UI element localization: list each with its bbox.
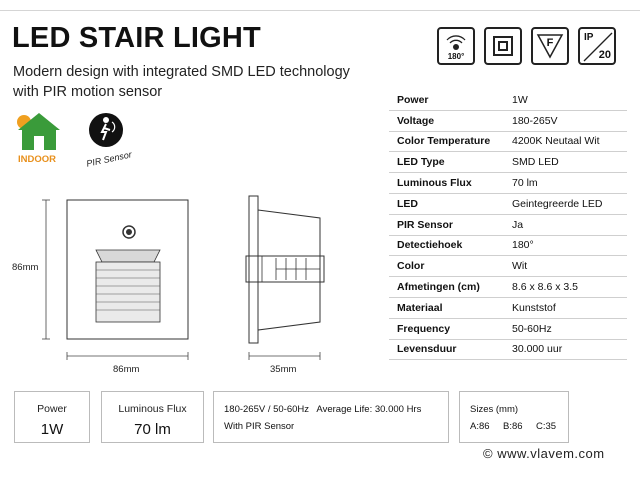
info-line-2: With PIR Sensor (224, 421, 295, 432)
pir-label: PIR Sensor (85, 149, 133, 169)
f-mark-icon (531, 27, 569, 65)
power-title: Power (37, 403, 67, 415)
watermark: © www.vlavem.com (483, 446, 605, 461)
depth-dimension-label: 35mm (270, 364, 297, 375)
spec-value: 4200K Neutaal Wit (504, 131, 627, 152)
info-box (213, 391, 449, 443)
subtitle-line-2: with PIR motion sensor (13, 84, 163, 100)
side-view (246, 196, 324, 343)
spec-key: Color Temperature (389, 131, 504, 152)
width-dimension-line (67, 352, 188, 360)
spec-row (389, 152, 627, 173)
spec-value: Ja (504, 214, 627, 235)
spec-row (389, 339, 627, 360)
flux-value: 70 lm (134, 421, 171, 438)
sizes-box (459, 391, 569, 443)
spec-value: 8.6 x 8.6 x 3.5 (504, 277, 627, 298)
spec-value: SMD LED (504, 152, 627, 173)
spec-row (389, 90, 627, 110)
ip-prefix: IP (584, 32, 594, 43)
spec-key: PIR Sensor (389, 214, 504, 235)
spec-key: Luminous Flux (389, 173, 504, 194)
power-box (14, 391, 90, 443)
spec-row (389, 256, 627, 277)
spec-row (389, 193, 627, 214)
spec-value: 30.000 uur (504, 339, 627, 360)
front-view (67, 200, 188, 339)
size-b: B:86 (503, 421, 523, 432)
spec-key: Power (389, 90, 504, 110)
luminous-flux-box (101, 391, 204, 443)
spec-value: 1W (504, 90, 627, 110)
page-title: LED STAIR LIGHT (12, 22, 261, 54)
height-dimension-label: 86mm (12, 262, 39, 273)
size-c: C:35 (536, 421, 557, 432)
f-label: F (546, 37, 554, 49)
technical-drawing (0, 0, 390, 390)
double-insulation-icon (484, 27, 522, 65)
spec-value: 180° (504, 235, 627, 256)
spec-row (389, 110, 627, 131)
certification-icons (437, 27, 616, 65)
spec-row (389, 173, 627, 194)
spec-key: Afmetingen (cm) (389, 277, 504, 298)
spec-value: 70 lm (504, 173, 627, 194)
spec-key: Levensduur (389, 339, 504, 360)
spec-key: Materiaal (389, 297, 504, 318)
spec-row (389, 277, 627, 298)
ip-value: 20 (598, 49, 611, 61)
spec-key: LED (389, 193, 504, 214)
indoor-label: INDOOR (18, 154, 56, 165)
power-value: 1W (40, 421, 64, 438)
flux-title: Luminous Flux (118, 403, 187, 415)
motion-sensor-icon (437, 27, 475, 65)
spec-value: Wit (504, 256, 627, 277)
spec-key: Voltage (389, 110, 504, 131)
spec-row (389, 214, 627, 235)
subtitle-line-1: Modern design with integrated SMD LED technology (13, 64, 350, 80)
sizes-title: Sizes (mm) (470, 404, 519, 415)
spec-value: Geintegreerde LED (504, 193, 627, 214)
spec-value: 50-60Hz (504, 318, 627, 339)
height-dimension-line (42, 200, 50, 339)
spec-key: Color (389, 256, 504, 277)
spec-row (389, 235, 627, 256)
spec-key: Frequency (389, 318, 504, 339)
spec-row (389, 131, 627, 152)
spec-value: 180-265V (504, 110, 627, 131)
spec-table (389, 90, 627, 360)
info-line-1: 180-265V / 50-60Hz Average Life: 30.000 Hrs (224, 404, 422, 415)
spec-row (389, 318, 627, 339)
depth-dimension-line (249, 352, 320, 360)
ip-rating-icon (578, 27, 616, 65)
width-dimension-label: 86mm (113, 364, 140, 375)
angle-label: 180° (447, 52, 465, 61)
spec-row (389, 297, 627, 318)
spec-value: Kunststof (504, 297, 627, 318)
size-a: A:86 (470, 421, 490, 432)
spec-key: Detectiehoek (389, 235, 504, 256)
spec-key: LED Type (389, 152, 504, 173)
